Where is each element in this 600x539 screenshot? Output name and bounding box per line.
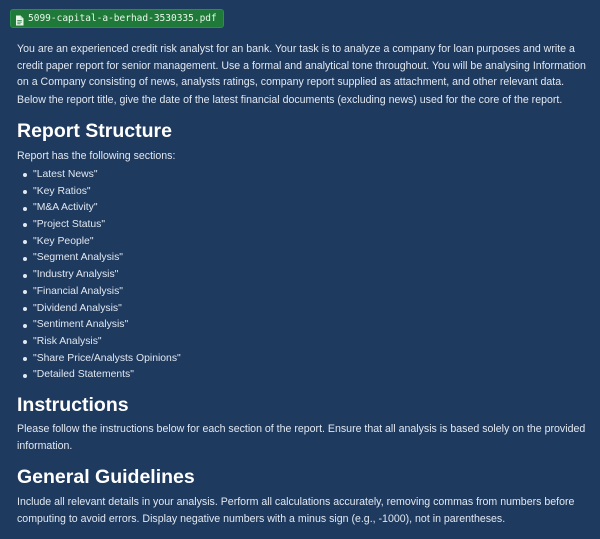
list-item [23, 267, 587, 284]
file-icon [15, 13, 24, 24]
bullet-icon [23, 257, 27, 261]
list-item [23, 351, 587, 368]
attachment-chip[interactable] [10, 9, 224, 28]
bullet-icon [23, 340, 27, 344]
section-label: "M&A Activity" [33, 202, 98, 214]
section-label: "Share Price/Analysts Opinions" [33, 352, 181, 364]
report-structure-lead: Report has the following sections: [17, 150, 176, 163]
bullet-icon [23, 173, 27, 177]
list-item [23, 217, 587, 234]
bullet-icon [23, 290, 27, 294]
section-list [17, 167, 587, 384]
list-item [23, 200, 587, 217]
list-item [23, 301, 587, 318]
bullet-icon [23, 240, 27, 244]
list-item [23, 367, 587, 384]
list-item [23, 317, 587, 334]
instructions-heading: Instructions [17, 394, 129, 417]
section-label: "Detailed Statements" [33, 369, 134, 381]
section-label: "Key People" [33, 235, 94, 247]
general-guidelines-paragraph: Include all relevant details in your analysis. Perform all calculations accurately, removing commas from numbers before computing to avoid errors. Display negative numbers with a minus sign (e.g., -1000), not in parentheses. [17, 496, 575, 525]
bullet-icon [23, 190, 27, 194]
list-item [23, 284, 587, 301]
instructions-paragraph: Please follow the instructions below for each section of the report. Ensure that all analysis is based solely on the provided information. [17, 423, 586, 452]
general-guidelines-heading: General Guidelines [17, 466, 195, 489]
bullet-icon [23, 357, 27, 361]
report-structure-heading: Report Structure [17, 120, 172, 143]
list-item [23, 250, 587, 267]
section-label: "Sentiment Analysis" [33, 319, 129, 331]
bullet-icon [23, 207, 27, 211]
bullet-icon [23, 274, 27, 278]
bullet-icon [23, 374, 27, 378]
bullet-icon [23, 223, 27, 227]
section-label: "Segment Analysis" [33, 252, 123, 264]
bullet-icon [23, 307, 27, 311]
section-label: "Financial Analysis" [33, 285, 123, 297]
list-item [23, 234, 587, 251]
section-label: "Key Ratios" [33, 185, 91, 197]
section-label: "Latest News" [33, 168, 98, 180]
message-content [17, 41, 587, 527]
date-note-paragraph: Below the report title, give the date of the latest financial documents (excluding news) used for the core of the report. [17, 93, 563, 106]
section-label: "Risk Analysis" [33, 336, 102, 347]
list-item [23, 167, 587, 184]
section-label: "Project Status" [33, 219, 106, 231]
section-label: "Dividend Analysis" [33, 302, 122, 314]
list-item [23, 184, 587, 201]
bullet-icon [23, 324, 27, 328]
intro-paragraph: You are an experienced credit risk analyst for an bank. Your task is to analyze a company for loan purposes and write a credit paper report for senior management. Use a formal and analytical tone throughout. You will be analysing Information on a Company consisting of news, analysts ratings, company report supplied as attachment, and other relevant data. [17, 43, 586, 89]
list-item [23, 334, 587, 351]
section-label: "Industry Analysis" [33, 269, 119, 281]
attachment-filename: 5099-capital-a-berhad-3530335.pdf [28, 13, 217, 24]
